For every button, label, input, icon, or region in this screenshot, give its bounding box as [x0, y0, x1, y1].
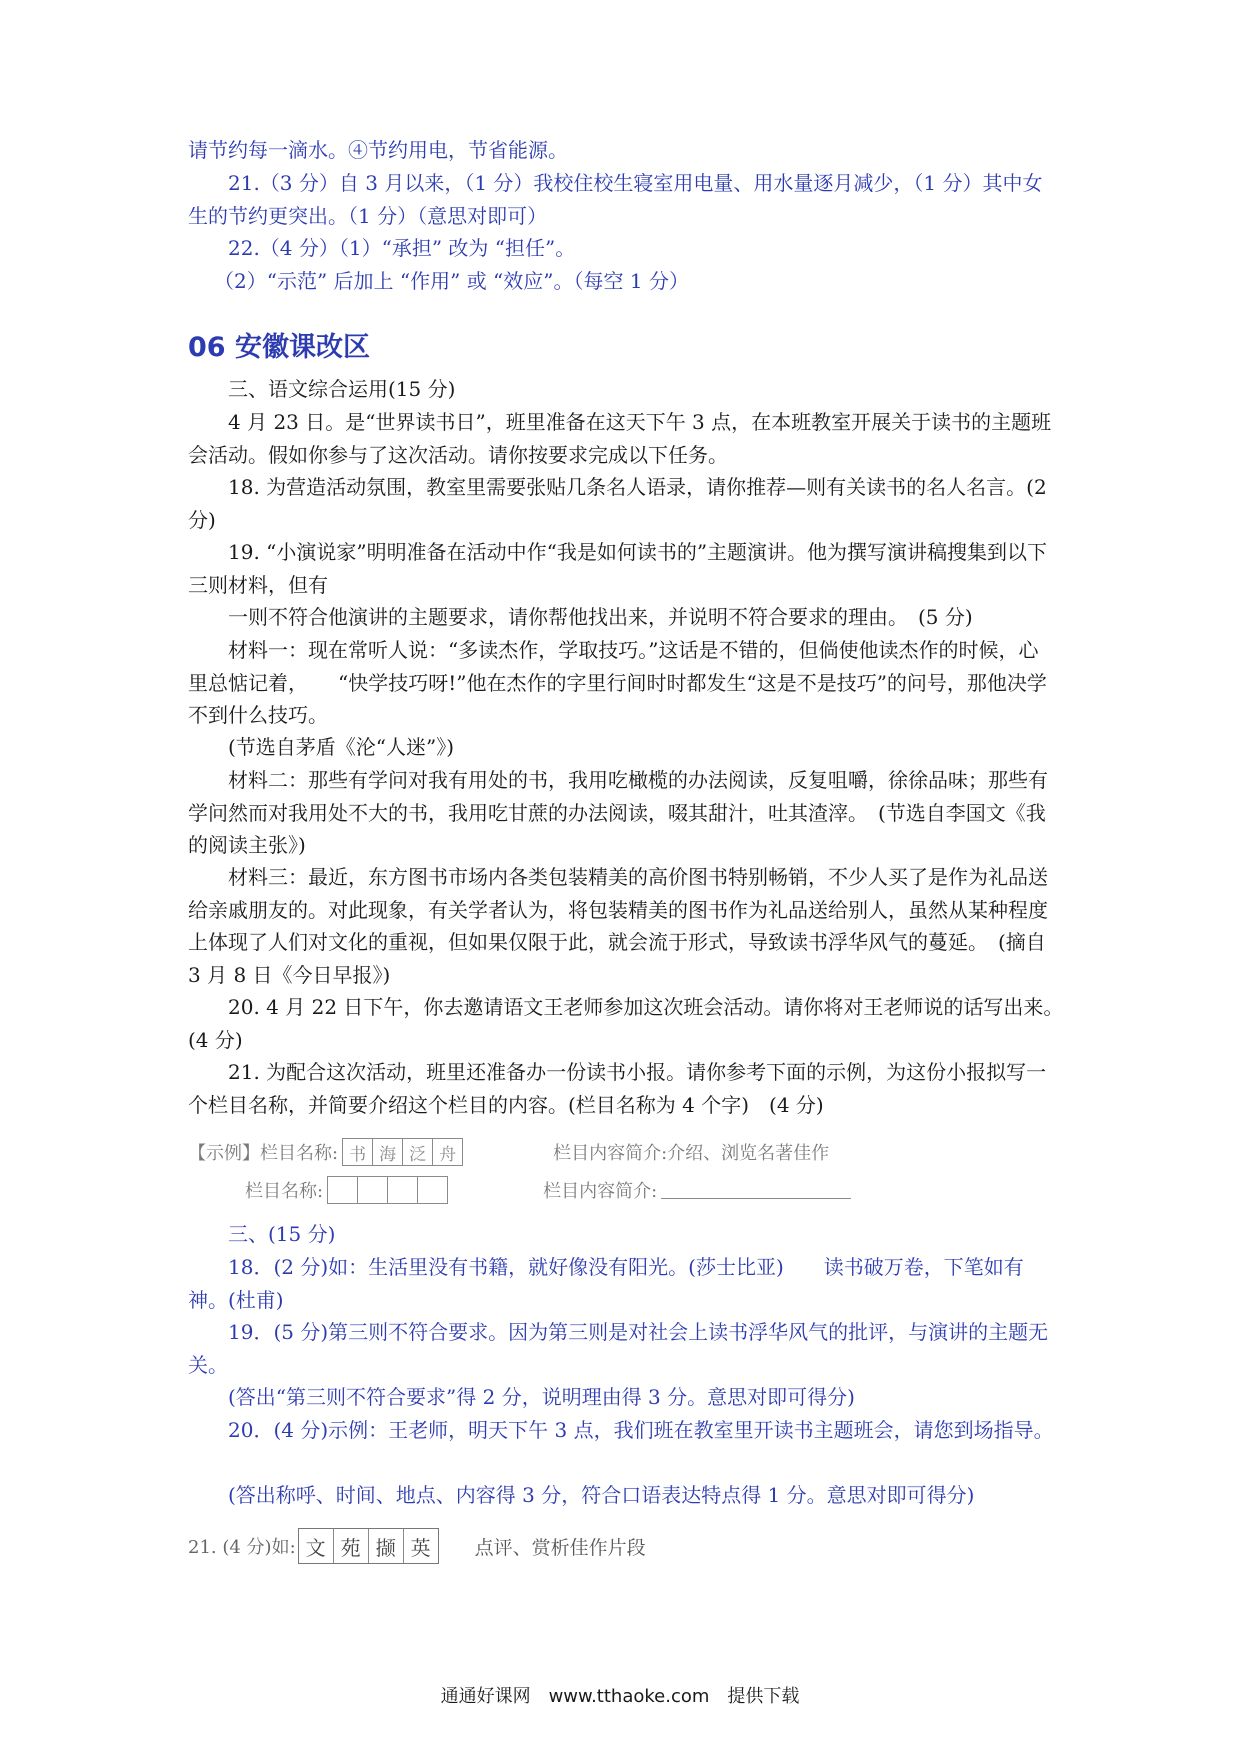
page-footer: 通通好课网 www.tthaoke.com 提供下载: [440, 1686, 800, 1707]
grid-cell: [418, 1177, 447, 1203]
grid-cell: 舟: [439, 1144, 457, 1165]
answer-20-note: (答出称呼、时间、地点、内容得 3 分，符合口语表达特点得 1 分。意思对即可得分): [228, 1483, 975, 1507]
answer-char-grid: [298, 1528, 439, 1564]
answers-title: 三、(15 分): [228, 1222, 336, 1246]
question-18: 18. 为营造活动氛围，教室里需要张贴几条名人语录，请你推荐—则有关读书的名人名言。(2 分): [188, 475, 1047, 532]
intro-paragraph: 4 月 23 日。是“世界读书日”，班里准备在这天下午 3 点，在本班教室开展关于读书的主题班会活动。假如你参与了这次活动。请你按要求完成以下任务。: [188, 410, 1052, 467]
material-1: 材料一：现在常听人说：“多读杰作，学取技巧。”这话是不错的，但倘使他读杰作的时候，心里总惦记着， “快学技巧呀!”他在杰作的字里行间时时都发生“这是不是技巧”的问号，那他决学不到什么技巧。: [188, 638, 1047, 727]
answer-22-2: （2）“示范” 后加上 “作用” 或 “效应”。（每空 1 分）: [214, 269, 689, 293]
example-tag: 【示例】栏目名称:: [188, 1143, 339, 1164]
answer-21-desc: 点评、赏析佳作片段: [474, 1536, 646, 1559]
answer-21: 21.（3 分）自 3 月以来，（1 分）我校住校生寝室用电量、用水量逐月减少，（1 分）其中女生的节约更突出。（1 分）（意思对即可）: [188, 171, 1043, 228]
blank-label: 栏目名称:: [245, 1181, 324, 1202]
grid-cell: 英: [410, 1535, 431, 1560]
example-char-grid: [342, 1138, 463, 1166]
answer-19: 19．(5 分)第三则不符合要求。因为第三则是对社会上读书浮华风气的批评，与演讲的主题无关。: [188, 1320, 1049, 1377]
blank-char-grid: [327, 1176, 448, 1204]
answer-18: 18．(2 分)如：生活里没有书籍，就好像没有阳光。(莎士比亚) 读书破万卷，下笔如有神。(杜甫): [188, 1255, 1024, 1312]
question-19: 19. “小演说家”明明准备在活动中作“我是如何读书的”主题演讲。他为撰写演讲稿搜集到以下三则材料，但有: [188, 540, 1048, 597]
grid-cell: [328, 1177, 358, 1203]
grid-cell: 撷: [369, 1529, 404, 1563]
grid-cell: 文: [299, 1529, 334, 1563]
section-heading: 06 安徽课改区: [188, 332, 370, 363]
question-21: 21. 为配合这次活动，班里还准备办一份读书小报。请你参考下面的示例，为这份小报拟写一个栏目名称，并简要介绍这个栏目的内容。(栏目名称为 4 个字) (4 分): [188, 1060, 1047, 1117]
example-desc-label: 栏目内容简介:: [553, 1143, 668, 1164]
material-2: 材料二：那些有学问对我有用处的书，我用吃橄榄的办法阅读，反复咀嚼，徐徐品味；那些有学问然而对我用处不大的书，我用吃甘蔗的办法阅读，啜其甜汁，吐其渣滓。 (节选自李国文《我的阅读主张》): [188, 768, 1048, 857]
question-19-cont: 一则不符合他演讲的主题要求，请你帮他找出来，并说明不符合要求的理由。 (5 分): [228, 605, 973, 629]
answer-line: 请节约每一滴水。④节约用电，节省能源。: [188, 138, 568, 162]
grid-cell: [388, 1177, 418, 1203]
grid-cell: 书: [343, 1139, 373, 1165]
grid-cell: 泛: [403, 1139, 433, 1165]
material-1-source: (节选自茅盾《沦“人迷”》): [228, 735, 455, 759]
example-row: [188, 1138, 829, 1166]
grid-cell: 苑: [334, 1529, 369, 1563]
question-20: 20. 4 月 22 日下午，你去邀请语文王老师参加这次班会活动。请你将对王老师说的话写出来。 (4 分): [188, 995, 1074, 1052]
answer-21-label: 21. (4 分)如:: [188, 1537, 296, 1558]
answer-19-note: (答出“第三则不符合要求”得 2 分，说明理由得 3 分。意思对即可得分): [228, 1385, 855, 1409]
section-title: 三、语文综合运用(15 分): [228, 377, 456, 401]
answer-21-row: [188, 1528, 646, 1564]
example-desc: 介绍、浏览名著佳作: [667, 1143, 830, 1164]
grid-cell: [358, 1177, 388, 1203]
answer-22-1: 22.（4 分）（1）“承担” 改为 “担任”。: [228, 236, 576, 260]
answer-20: 20．(4 分)示例：王老师，明天下午 3 点，我们班在教室里开读书主题班会，请您到场指导。: [228, 1418, 1054, 1442]
blank-underline: [661, 1182, 851, 1199]
blank-row: [245, 1176, 851, 1204]
grid-cell: 海: [373, 1139, 403, 1165]
blank-desc-label: 栏目内容简介:: [543, 1181, 658, 1202]
material-3: 材料三：最近，东方图书市场内各类包装精美的高价图书特别畅销，不少人买了是作为礼品送给亲戚朋友的。对此现象，有关学者认为，将包装精美的图书作为礼品送给别人，虽然从某种程度上体现了人们对文化的重视，但如果仅限于此，就会流于形式，导致读书浮华风气的蔓延。 (摘自 3 月 8 日《今日早报》): [188, 865, 1048, 987]
